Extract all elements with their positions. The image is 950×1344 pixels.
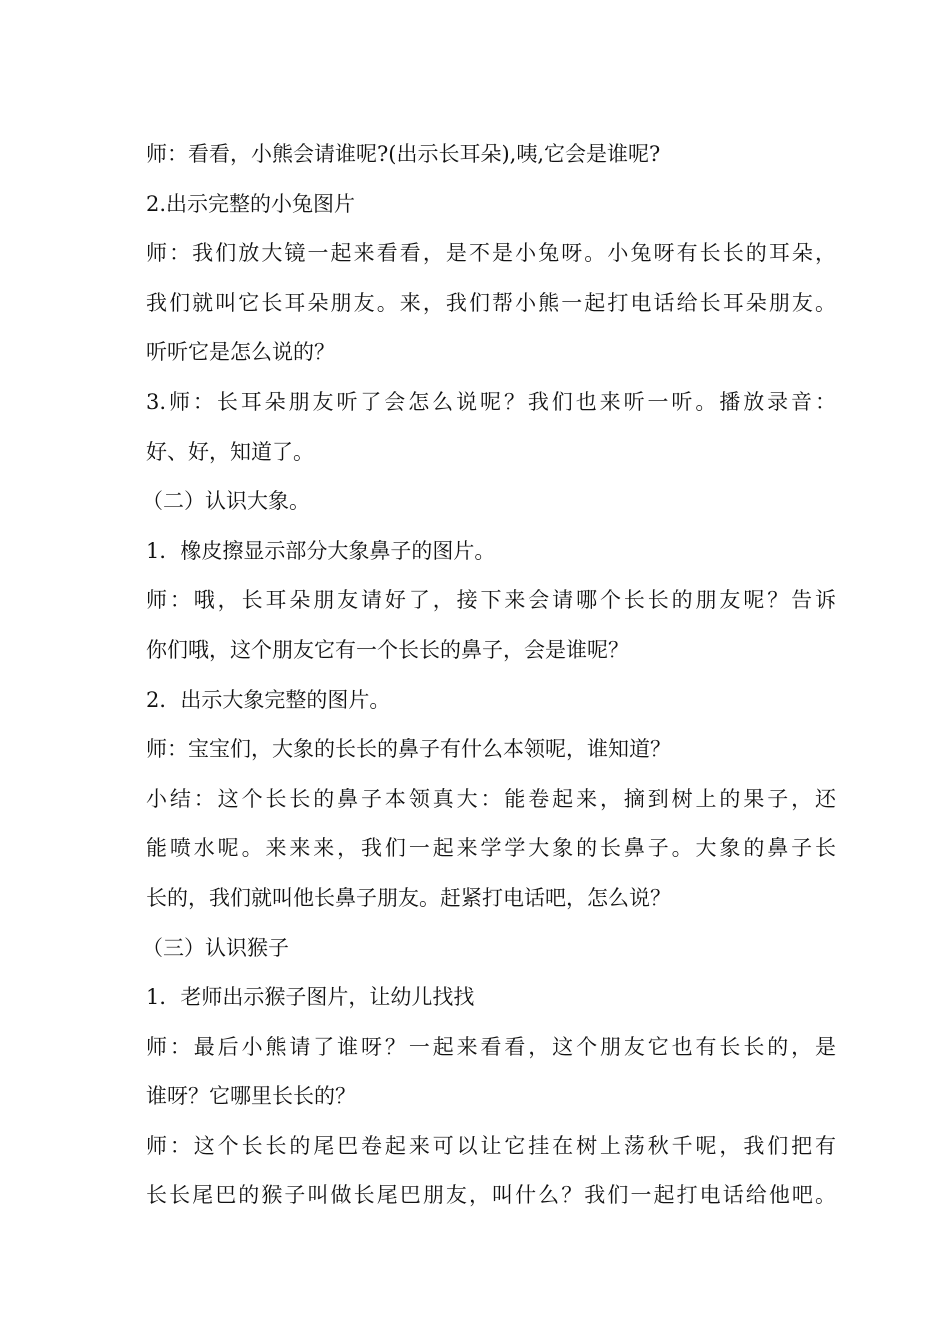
text-line: 2．出示大象完整的图片。 [146,687,391,712]
text-line: 你们哦，这个朋友它有一个长长的鼻子，会是谁呢？ [146,637,629,662]
text-line: 3.师：长耳朵朋友听了会怎么说呢？我们也来听一听。播放录音： [146,389,836,414]
text-line: 长的，我们就叫他长鼻子朋友。赶紧打电话吧，怎么说？ [146,885,671,910]
text-line: 师：我们放大镜一起来看看，是不是小兔呀。小兔呀有长长的耳朵， [146,241,836,266]
document-body [142,130,836,1221]
section-heading: （二）认识大象。 [142,489,310,514]
text-line: 我们就叫它长耳朵朋友。来，我们帮小熊一起打电话给长耳朵朋友。 [146,290,836,315]
text-line: 师：这个长长的尾巴卷起来可以让它挂在树上荡秋千呢，我们把有 [146,1133,836,1158]
text-line: 谁呀？它哪里长长的？ [146,1084,356,1109]
section-heading: （三）认识猴子 [142,935,289,960]
text-line: 师：最后小熊请了谁呀？一起来看看，这个朋友它也有长长的，是 [146,1034,836,1059]
text-line: 师：哦，长耳朵朋友请好了，接下来会请哪个长长的朋友呢？告诉 [146,588,836,613]
text-line: 小结：这个长长的鼻子本领真大：能卷起来，摘到树上的果子，还 [146,786,836,811]
text-line: 能喷水呢。来来来，我们一起来学学大象的长鼻子。大象的鼻子长 [146,836,836,861]
text-line: 师：宝宝们，大象的长长的鼻子有什么本领呢，谁知道？ [146,737,671,762]
text-line: 好、好，知道了。 [146,439,314,464]
text-line: 师：看看，小熊会请谁呢?(出示长耳朵),咦,它会是谁呢? [146,142,661,166]
text-line: 2.出示完整的小兔图片 [146,191,356,216]
text-line: 长长尾巴的猴子叫做长尾巴朋友，叫什么？我们一起打电话给他吧。 [146,1183,836,1208]
text-line: 听听它是怎么说的？ [146,340,335,365]
text-line: 1．橡皮擦显示部分大象鼻子的图片。 [146,538,496,563]
text-line: 1．老师出示猴子图片，让幼儿找找 [146,985,475,1010]
